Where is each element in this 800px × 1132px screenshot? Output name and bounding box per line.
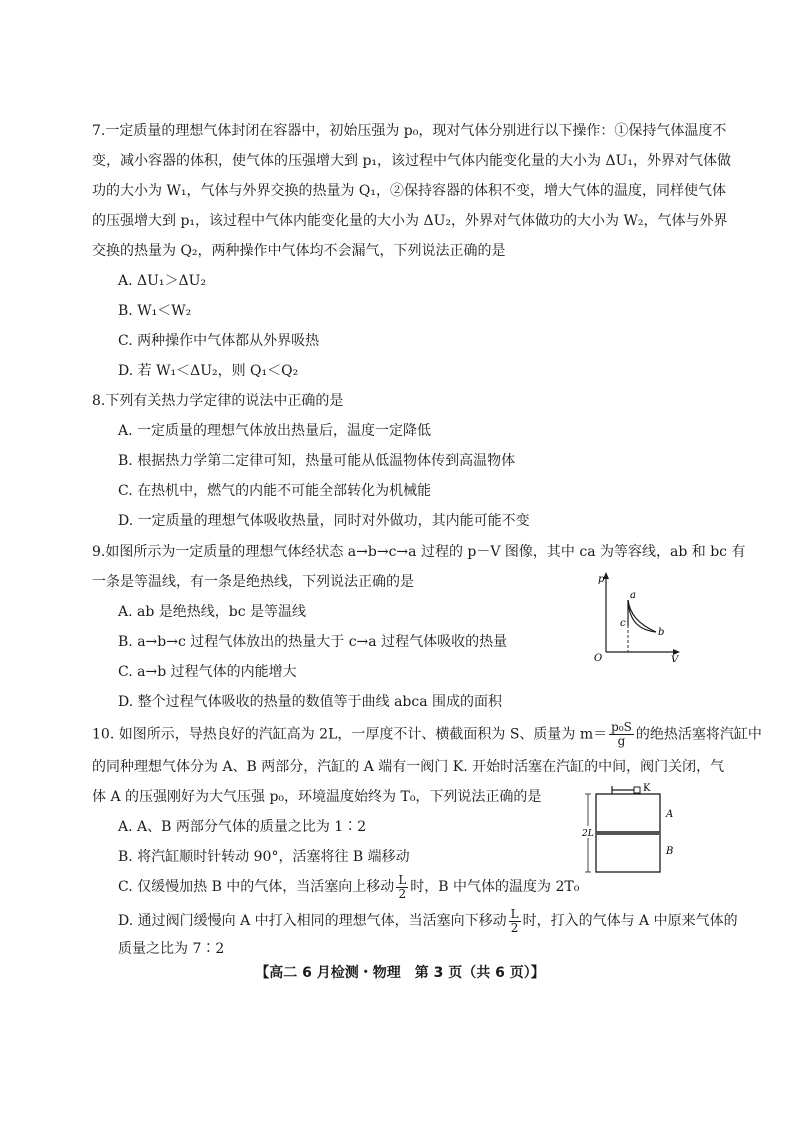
q7-option-d: D. 若 W₁＜ΔU₂，则 Q₁＜Q₂ [118, 363, 299, 379]
mass-numerator: p₀S [611, 720, 632, 734]
q10-option-c-fraction [396, 874, 408, 901]
height-label: 2L [582, 829, 594, 839]
region-b-label: B [666, 846, 674, 857]
q9-stem-line-1: 9.如图所示为一定质量的理想气体经状态 a→b→c→a 过程的 p－V 图像，其中 ca 为等容线，ab 和 bc 有 [92, 544, 746, 560]
q9-option-b: B. a→b→c 过程气体放出的热量大于 c→a 过程气体吸收的热量 [118, 634, 508, 650]
c-fraction-denominator: 2 [398, 886, 407, 901]
bc-curve [628, 600, 656, 632]
q8-option-b: B. 根据热力学第二定律可知，热量可能从低温物体传到高温物体 [118, 453, 516, 469]
q10-stem-line-1 [92, 721, 762, 748]
q10-option-c-text: C. 仅缓慢加热 B 中的气体，当活塞向上移动 [118, 879, 395, 895]
q9-stem-line-2: 一条是等温线，有一条是绝热线，下列说法正确的是 [92, 574, 414, 590]
q7-option-b: B. W₁＜W₂ [118, 303, 192, 319]
q10-mass-fraction [609, 721, 634, 748]
q7-stem-line-3: 功的大小为 W₁，气体与外界交换的热量为 Q₁，②保持容器的体积不变，增大气体的温度，同样使气体 [92, 183, 726, 199]
q10-option-d-text: D. 通过阀门缓慢向 A 中打入相同的理想气体，当活塞向下移动 [118, 913, 507, 929]
d-fraction-denominator: 2 [510, 920, 519, 935]
mass-denominator: g [617, 734, 626, 748]
c-fraction-numerator: L [398, 872, 407, 887]
page-footer: 【高二 6 月检测・物理 第 3 页（共 6 页）】 [255, 965, 545, 981]
point-a-label: a [630, 590, 636, 601]
q9-option-d: D. 整个过程气体吸收的热量的数值等于曲线 abca 围成的面积 [118, 694, 503, 710]
q7-option-c: C. 两种操作中气体都从外界吸热 [118, 333, 320, 349]
q10-stem-line-2: 的同种理想气体分为 A、B 两部分，汽缸的 A 端有一阀门 K. 开始时活塞在汽缸的中间，阀门关闭，气 [92, 759, 725, 775]
q7-option-a: A. ΔU₁＞ΔU₂ [118, 273, 207, 289]
q10-option-c [118, 872, 579, 902]
q7-stem-line-1: 7.一定质量的理想气体封闭在容器中，初始压强为 p₀，现对气体分别进行以下操作：①保持气体温度不 [92, 123, 727, 139]
q10-option-d [118, 906, 738, 936]
point-c-label: c [620, 618, 626, 629]
q10-stem-line-1-text: 10. 如图所示，导热良好的汽缸高为 2L，一厚度不计、横截面积为 S、质量为 m＝ [92, 726, 608, 743]
v-axis-label: V [671, 655, 679, 662]
q9-option-a: A. ab 是绝热线，bc 是等温线 [118, 604, 307, 620]
q10-option-b: B. 将汽缸顺时针转动 90°，活塞将往 B 端移动 [118, 849, 410, 865]
piston [596, 831, 660, 835]
pv-diagram [592, 568, 682, 662]
q10-option-c-tail: 时，B 中气体的温度为 2T₀ [410, 879, 580, 895]
q9-option-c: C. a→b 过程气体的内能增大 [118, 664, 297, 680]
q10-option-a: A. A、B 两部分气体的质量之比为 1∶2 [118, 819, 367, 835]
q8-option-d: D. 一定质量的理想气体吸收热量，同时对外做功，其内能可能不变 [118, 513, 530, 529]
point-b-label: b [658, 627, 665, 638]
valve-k [634, 787, 640, 793]
q10-option-d-tail: 时，打入的气体与 A 中原来气体的 [522, 913, 738, 929]
q8-stem: 8.下列有关热力学定律的说法中正确的是 [92, 393, 344, 409]
q10-stem-line-1-tail: 的绝热活塞将汽缸中 [635, 726, 762, 743]
q10-stem-line-3: 体 A 的压强刚好为大气压强 p₀，环境温度始终为 T₀，下列说法正确的是 [92, 789, 542, 805]
d-fraction-numerator: L [510, 906, 519, 921]
q7-stem-line-2: 变，减小容器的体积，使气体的压强增大到 p₁，该过程中气体内能变化量的大小为 ΔU₁，外界对气体做 [92, 153, 731, 169]
valve-k-label: K [643, 783, 651, 794]
region-a-label: A [666, 809, 674, 820]
p-axis-label: p [598, 574, 605, 585]
cylinder-diagram [582, 782, 682, 876]
q7-stem-line-4: 的压强增大到 p₁，该过程中气体内能变化量的大小为 ΔU₂，外界对气体做功的大小为 W₂，气体与外界 [92, 213, 728, 229]
q8-option-a: A. 一定质量的理想气体放出热量后，温度一定降低 [118, 423, 432, 439]
q10-option-d-fraction [509, 908, 521, 935]
q10-option-d-line-2: 质量之比为 7∶2 [118, 941, 225, 957]
q7-stem-line-5: 交换的热量为 Q₂，两种操作中气体均不会漏气，下列说法正确的是 [92, 243, 506, 259]
q8-option-c: C. 在热机中，燃气的内能不可能全部转化为机械能 [118, 483, 432, 499]
origin-label: O [594, 653, 603, 662]
